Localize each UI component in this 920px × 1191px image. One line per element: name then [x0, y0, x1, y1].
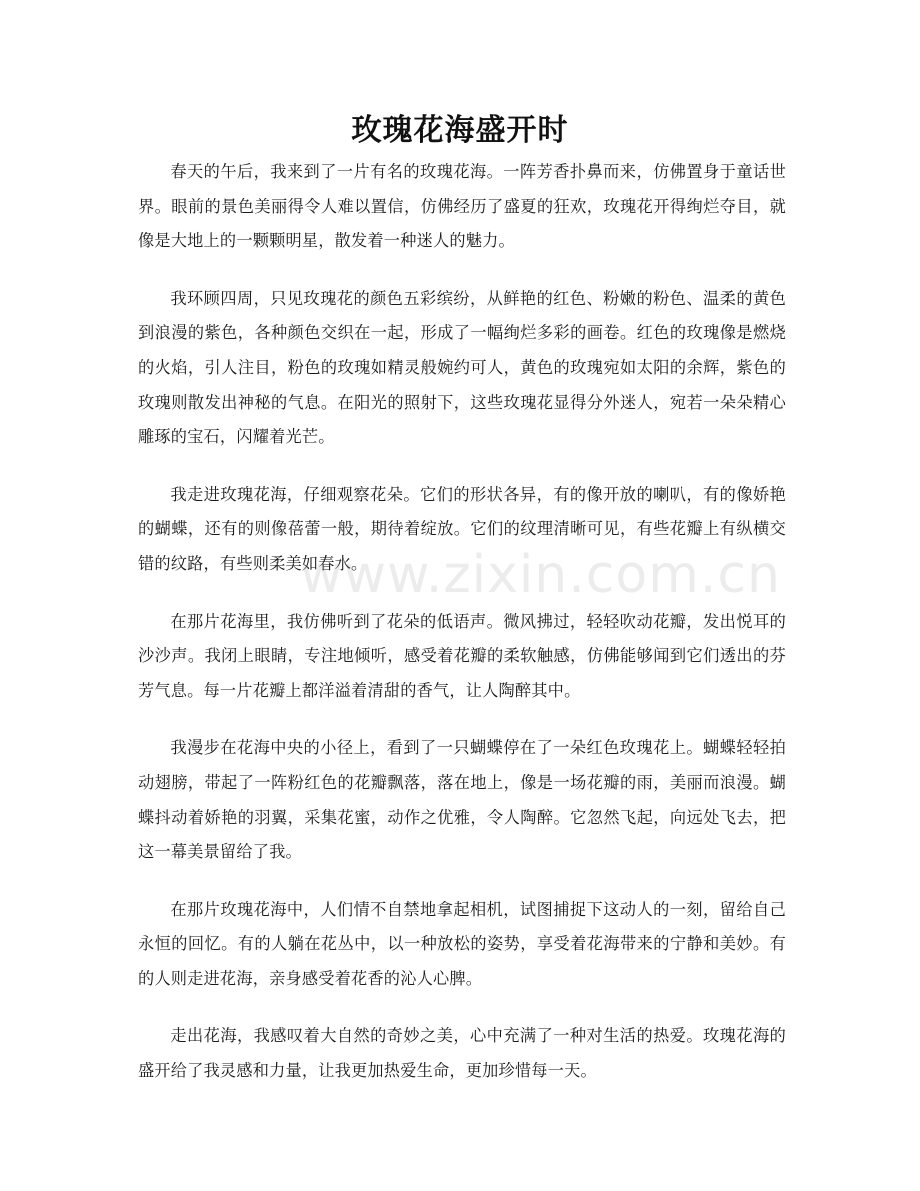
document-title: 玫瑰花海盛开时	[351, 113, 569, 148]
paragraph: 我漫步在花海中央的小径上，看到了一只蝴蝶停在了一朵红色玫瑰花上。蝴蝶轻轻拍动翅膀，带起了一阵粉红色的花瓣飘落，落在地上，像是一场花瓣的雨，美丽而浪漫。蝴蝶抖动着娇艳的羽翼，采集花蜜，动作之优雅，令人陶醉。它忽然飞起，向远处飞去，把这一幕美景留给了我。	[138, 738, 786, 862]
paragraph: 春天的午后，我来到了一片有名的玫瑰花海。一阵芳香扑鼻而来，仿佛置身于童话世界。眼前的景色美丽得令人难以置信，仿佛经历了盛夏的狂欢，玫瑰花开得绚烂夺目，就像是大地上的一颗颗明星，散发着一种迷人的魅力。	[138, 162, 786, 251]
paragraph: 在那片花海里，我仿佛听到了花朵的低语声。微风拂过，轻轻吹动花瓣，发出悦耳的沙沙声。我闭上眼睛，专注地倾听，感受着花瓣的柔软触感，仿佛能够闻到它们透出的芬芳气息。每一片花瓣上都洋溢着清甜的香气，让人陶醉其中。	[138, 611, 786, 700]
document-body	[138, 155, 786, 1112]
paragraph: 我走进玫瑰花海，仔细观察花朵。它们的形状各异，有的像开放的喇叭，有的像娇艳的蝴蝶，还有的则像蓓蕾一般，期待着绽放。它们的纹理清晰可见，有些花瓣上有纵横交错的纹路，有些则柔美如春水。	[138, 484, 786, 573]
paragraph: 在那片玫瑰花海中，人们情不自禁地拿起相机，试图捕捉下这动人的一刻，留给自己永恒的回忆。有的人躺在花丛中，以一种放松的姿势，享受着花海带来的宁静和美妙。有的人则走进花海，亲身感受着花香的沁人心脾。	[138, 899, 786, 988]
paragraph: 我环顾四周，只见玫瑰花的颜色五彩缤纷，从鲜艳的红色、粉嫩的粉色、温柔的黄色到浪漫的紫色，各种颜色交织在一起，形成了一幅绚烂多彩的画卷。红色的玫瑰像是燃烧的火焰，引人注目，粉色的玫瑰如精灵般婉约可人，黄色的玫瑰宛如太阳的余辉，紫色的玫瑰则散发出神秘的气息。在阳光的照射下，这些玫瑰花显得分外迷人，宛若一朵朵精心雕琢的宝石，闪耀着光芒。	[138, 288, 786, 447]
watermark: www.zixin.com.cn	[300, 545, 781, 605]
paragraph: 走出花海，我感叹着大自然的奇妙之美，心中充满了一种对生活的热爱。玫瑰花海的盛开给了我灵感和力量，让我更加热爱生命，更加珍惜每一天。	[138, 1026, 786, 1081]
